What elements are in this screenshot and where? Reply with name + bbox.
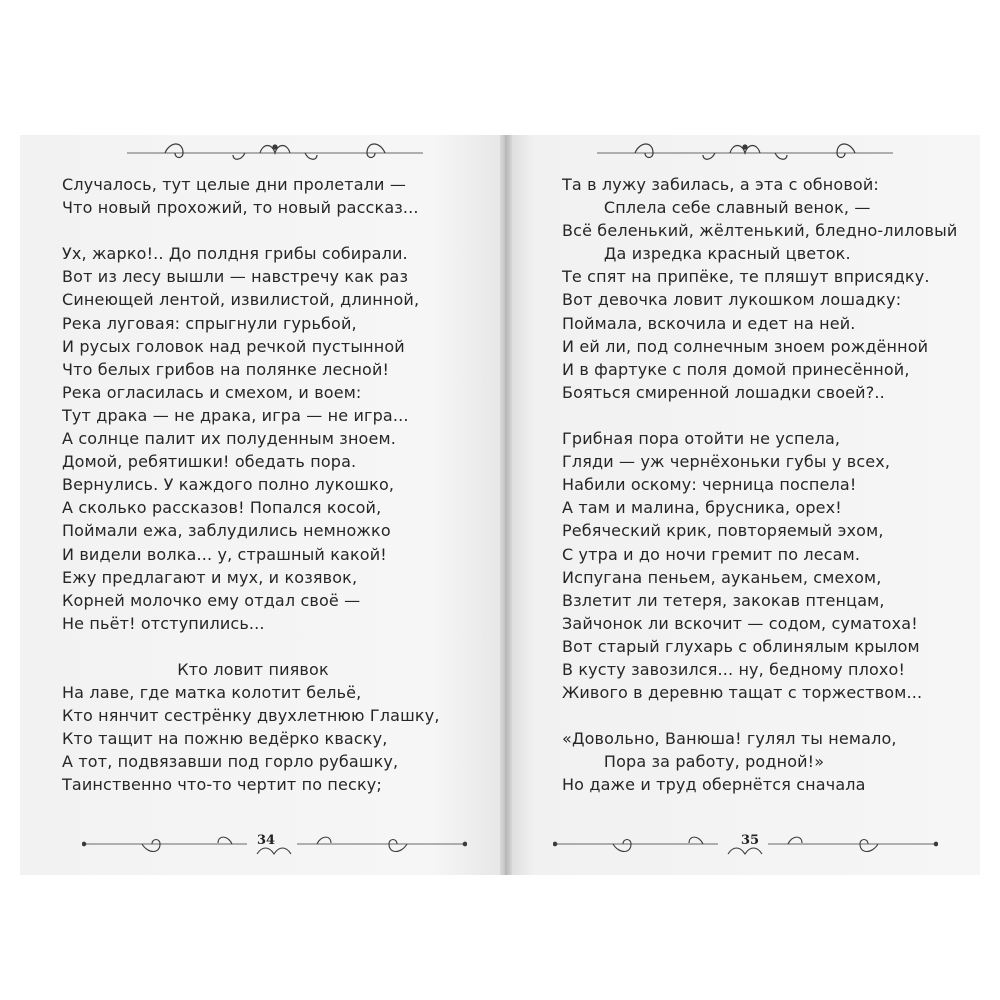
poem-line: «Довольно, Ванюша! гулял ты немало, <box>562 729 897 749</box>
poem-line: Кто нянчит сестрёнку двухлетнюю Глашку, <box>62 706 440 726</box>
poem-line <box>62 635 482 658</box>
book-gutter <box>500 135 512 875</box>
poem-line: На лаве, где матка колотит бельё, <box>62 683 362 703</box>
poem-line: Синеющей лентой, извилистой, длинной, <box>62 290 420 310</box>
right-poem-text <box>562 173 962 797</box>
poem-line: И ей ли, под солнечным зноем рождённой <box>562 336 929 356</box>
poem-line: А тот, подвязавши под горло рубашку, <box>62 752 399 772</box>
poem-line: Те спят на припёке, те пляшут вприсядку. <box>562 267 930 287</box>
poem-line: Таинственно что-то чертит по песку; <box>62 775 382 795</box>
top-ornament-left <box>125 135 425 171</box>
poem-line: И видели волка... у, страшный какой! <box>62 544 387 564</box>
book-spread <box>20 135 980 875</box>
left-poem-text <box>62 173 482 797</box>
poem-line: Вот старый глухарь с облинялым крылом <box>562 636 920 656</box>
poem-line: Корней молочко ему отдал своё — <box>62 590 361 610</box>
poem-line: А солнце палит их полуденным зноем. <box>62 429 396 449</box>
poem-line: Река луговая: спрыгнули гурьбой, <box>62 313 357 333</box>
poem-line: В кусту завозился... ну, бедному плохо! <box>562 659 906 679</box>
page-number-left: 34 <box>257 833 276 848</box>
poem-line: Домой, ребятишки! обедать пора. <box>62 452 357 472</box>
poem-line: Кто ловит пиявок <box>62 659 329 679</box>
poem-line <box>562 704 962 727</box>
poem-line: Тут драка — не драка, игра — не игра... <box>62 405 409 425</box>
poem-line: Вот из лесу вышли — навстречу как раз <box>62 267 409 287</box>
poem-line: С утра и до ночи гремит по лесам. <box>562 544 861 564</box>
poem-line: А сколько рассказов! Попался косой, <box>62 498 382 518</box>
poem-line: Что новый прохожий, то новый рассказ... <box>62 198 419 218</box>
right-page <box>505 135 980 875</box>
top-ornament-right <box>595 135 895 171</box>
poem-line: Не пьёт! отступились... <box>62 613 265 633</box>
poem-line: Поймали ежа, заблудились немножко <box>62 521 391 541</box>
poem-line: Ух, жарко!.. До полдня грибы собирали. <box>62 244 408 264</box>
poem-line: Вот девочка ловит лукошком лошадку: <box>562 290 902 310</box>
poem-line: Набили оскому: черница поспела! <box>562 475 857 495</box>
poem-line <box>562 404 962 427</box>
page-number-right: 35 <box>741 833 760 848</box>
poem-line: Кто тащит на пожню ведёрко кваску, <box>62 729 388 749</box>
left-page <box>20 135 505 875</box>
poem-line: Зайчонок ли вскочит — содом, суматоха! <box>562 613 918 633</box>
poem-line: И русых головок над речкой пустынной <box>62 336 405 356</box>
poem-line: Та в лужу забилась, а эта с обновой: <box>562 175 879 194</box>
poem-line: Сплела себе славный венок, — <box>562 198 871 218</box>
poem-line: Бояться смиренной лошадки своей?.. <box>562 382 885 402</box>
poem-line: Пора за работу, родной!» <box>562 752 825 772</box>
poem-line: Грибная пора отойти не успела, <box>562 429 841 449</box>
poem-line: Ребяческий крик, повторяемый эхом, <box>562 521 884 541</box>
poem-line: Да изредка красный цветок. <box>562 244 851 264</box>
poem-line: Что белых грибов на полянке лесной! <box>62 359 390 379</box>
poem-line: Но даже и труд обернётся сначала <box>562 775 866 795</box>
poem-line: Поймала, вскочила и едет на ней. <box>562 313 856 333</box>
poem-line: И в фартуке с поля домой принесённой, <box>562 359 910 379</box>
poem-line: Вернулись. У каждого полно лукошко, <box>62 475 395 495</box>
poem-line: Всё беленький, жёлтенький, бледно-лиловый <box>562 221 958 241</box>
poem-line: Случалось, тут целые дни пролетали — <box>62 175 406 194</box>
poem-line: Испугана пеньем, ауканьем, смехом, <box>562 567 882 587</box>
poem-line: Гляди — уж чернёхоньки губы у всех, <box>562 452 891 472</box>
poem-line: Взлетит ли тетеря, закокав птенцам, <box>562 590 885 610</box>
poem-line: Река огласилась и смехом, и воем: <box>62 382 362 402</box>
poem-line: Ежу предлагают и мух, и козявок, <box>62 567 358 587</box>
poem-line: А там и малина, брусника, орех! <box>562 498 842 518</box>
poem-line <box>62 219 482 242</box>
poem-line: Живого в деревню тащат с торжеством... <box>562 683 923 703</box>
